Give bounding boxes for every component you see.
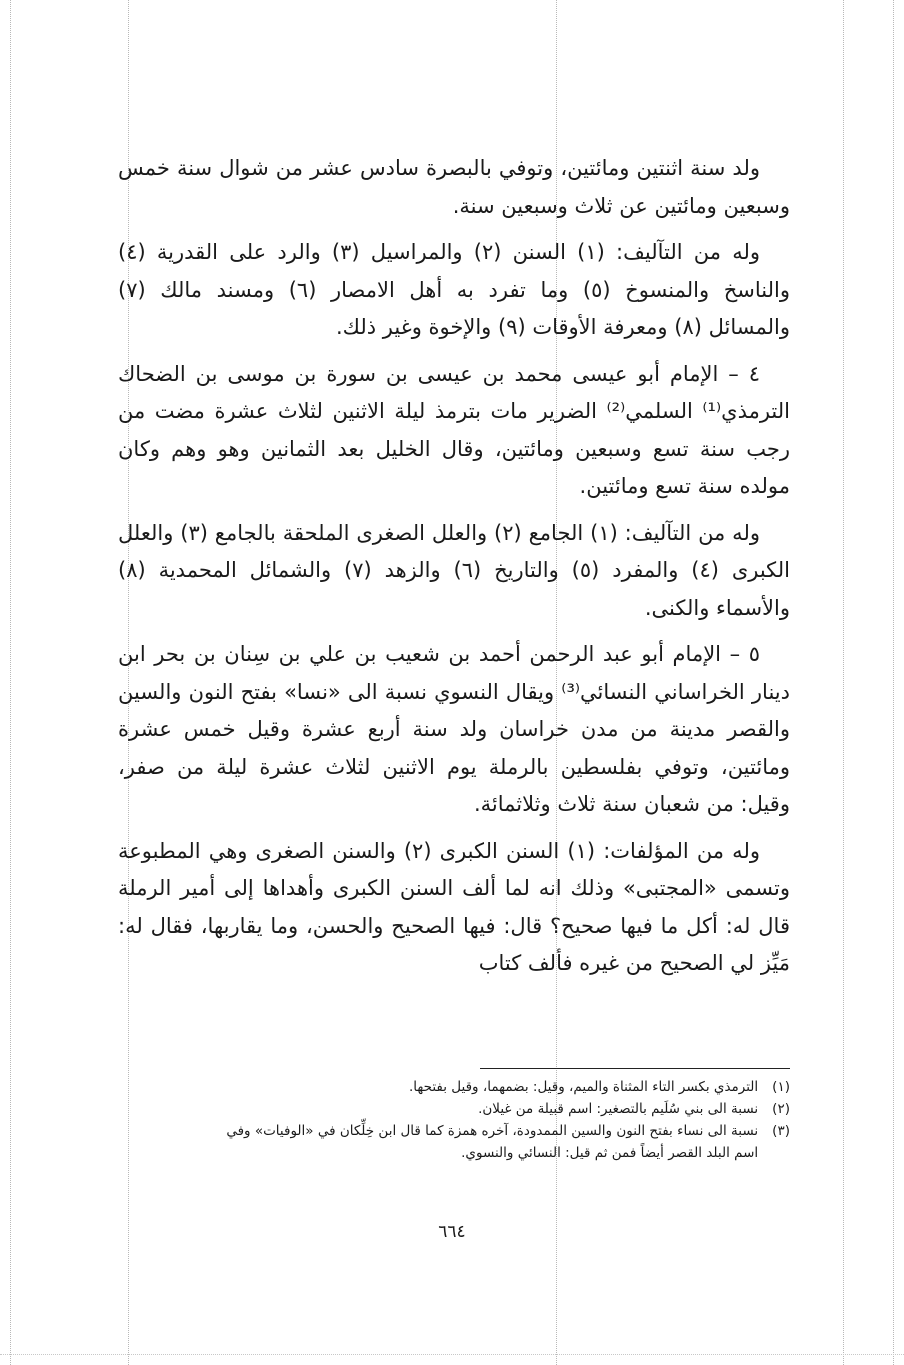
footnote-separator: [480, 1068, 790, 1069]
footnote: [200, 1098, 790, 1120]
scan-guide-line: [10, 0, 11, 1365]
scan-guide-line: [893, 0, 894, 1365]
paragraph: وله من التآليف: (١) السنن (٢) والمراسيل (٣) والرد على القدرية (٤) والناسخ والمنسوخ (٥) وما تفرد به أهل الامصار (٦) ومسند مالك (٧) والمسائل (٨) ومعرفة الأوقات (٩) والإخوة وغير ذلك.: [118, 240, 791, 339]
paragraph: ٥ – الإمام أبو عبد الرحمن أحمد بن شعيب بن علي بن سِنان بن بحر ابن دينار الخراساني النسائي⁽³⁾ ويقال النسوي نسبة الى «نسا» بفتح النون والسين والقصر مدينة من مدن خراسان ولد سنة أربع عشرة وقيل خمس عشرة ومائتين، وتوفي بفلسطين بالرملة يوم الاثنين لثلاث عشرة ليلة من صفر، وقيل: من شعبان سنة ثلاث وثلاثمائة.: [118, 642, 790, 816]
footnotes: [200, 1076, 790, 1164]
page-number: ٦٦٤: [438, 1222, 466, 1242]
footnote-text: الترمذي بكسر التاء المثناة والميم، وقيل: بضمهما، وقيل بفتحها.: [409, 1079, 759, 1095]
footnote-number: (٣): [772, 1123, 790, 1139]
scan-guide-line: [843, 0, 844, 1365]
footnote: [200, 1120, 790, 1164]
main-text: [118, 150, 790, 992]
footnote-number: (١): [772, 1079, 790, 1095]
scan-guide-line: [0, 1354, 904, 1355]
footnote-text: نسبة الى نساء بفتح النون والسين الممدودة، آخره همزة كما قال ابن خِلِّكان في «الوفيات» وفي اسم البلد القصر أيضاً فمن ثم قيل: النسائي والنسوي.: [226, 1123, 759, 1161]
footnote-text: نسبة الى بني سُلَيم بالتصغير: اسم قبيلة من غيلان.: [478, 1101, 759, 1117]
paragraph: وله من التآليف: (١) الجامع (٢) والعلل الصغرى الملحقة بالجامع (٣) والعلل الكبرى (٤) والمفرد (٥) والتاريخ (٦) والزهد (٧) والشمائل المحمدية (٨) والأسماء والكنى.: [118, 520, 791, 620]
paragraph: ٤ – الإمام أبو عيسى محمد بن عيسى بن سورة بن موسى بن الضحاك الترمذي⁽¹⁾ السلمي⁽²⁾ الضرير مات بترمذ ليلة الاثنين لثلاث عشرة مضت من رجب سنة تسع وسبعين ومائتين، وقال الخليل بعد الثمانين وهو وهم وكان مولده سنة تسع ومائتين.: [118, 361, 790, 498]
paragraph: وله من المؤلفات: (١) السنن الكبرى (٢) والسنن الصغرى وهي المطبوعة وتسمى «المجتبى» وذلك انه لما ألف السنن الكبرى وأهداها إلى أمير الرملة قال له: أكل ما فيها صحيح؟ قال: فيها الصحيح والحسن، وما يقاربها، فقال له: مَيِّز لي الصحيح من غيره فألف كتاب: [118, 838, 790, 975]
footnote-number: (٢): [772, 1101, 790, 1117]
footnote: [200, 1076, 790, 1098]
paragraph: ولد سنة اثنتين ومائتين، وتوفي بالبصرة سادس عشر من شوال سنة خمس وسبعين ومائتين عن ثلاث وسبعين سنة.: [118, 156, 790, 218]
